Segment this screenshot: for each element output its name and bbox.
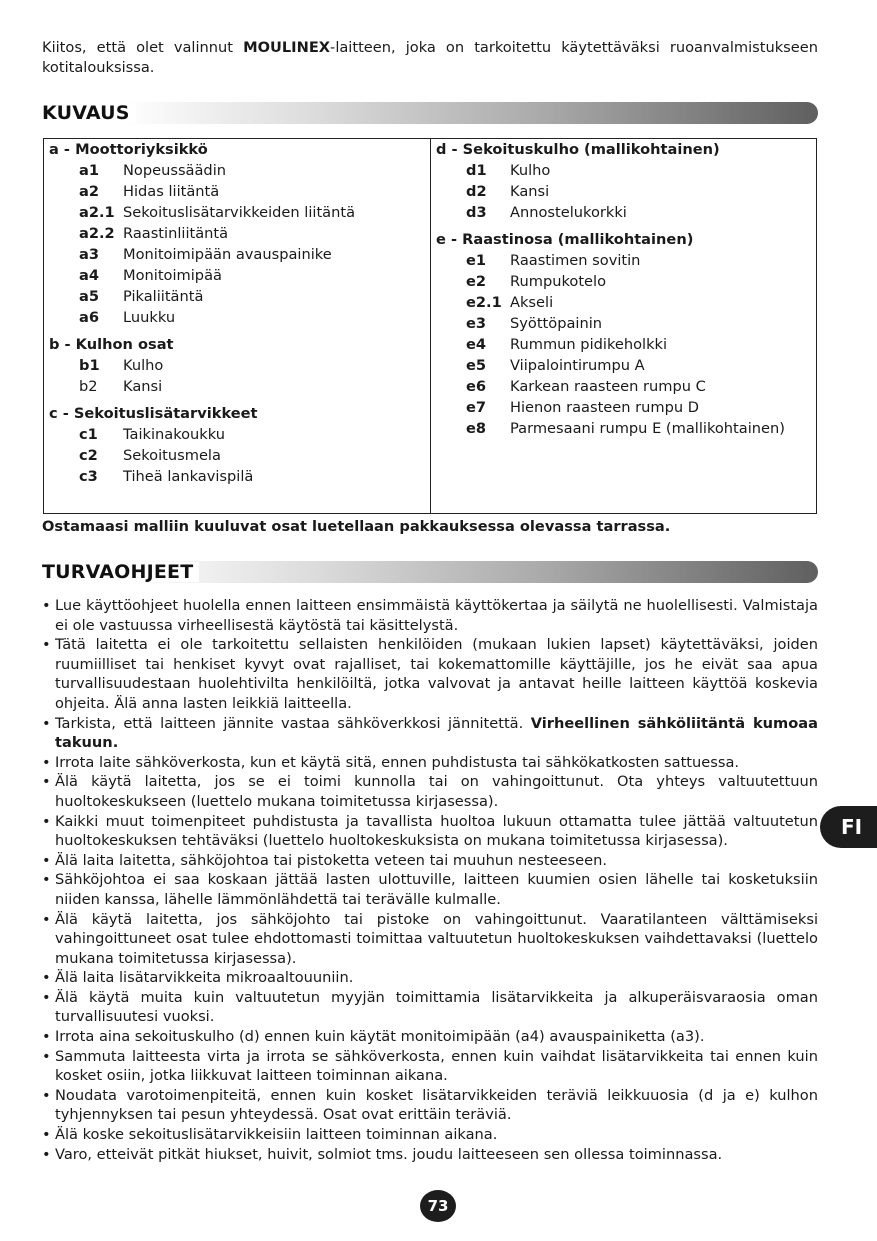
part-label: Hidas liitäntä: [123, 183, 220, 200]
part-item: [44, 224, 430, 245]
turvaohjeet-title: TURVAOHJEET: [42, 562, 199, 582]
part-item: [431, 377, 816, 398]
bullet-point: •: [42, 1145, 51, 1163]
safety-text: Sähköjohtoa ei saa koskaan jättää lasten ulottuville, laitteen kuumien osien lähelle tai kosketuksiin niiden kanssa, lähelle lämmönlähdettä tai terävälle kulmalle.: [55, 871, 818, 908]
kuvaus-title: KUVAUS: [42, 103, 136, 123]
parts-note: Ostamaasi malliin kuuluvat osat luetellaan pakkauksessa olevassa tarrassa.: [42, 518, 671, 535]
part-code: e6: [466, 378, 487, 395]
part-code: a1: [79, 162, 100, 179]
bullet-point: •: [42, 851, 51, 869]
part-label: Nopeussäädin: [123, 162, 226, 179]
bullet-point: •: [42, 1086, 51, 1104]
safety-text: Irrota laite sähköverkosta, kun et käytä sitä, ennen puhdistusta tai sähkökatkosten sattuessa.: [55, 753, 740, 771]
part-label: Kansi: [123, 378, 163, 395]
safety-item: [42, 988, 818, 1027]
safety-text: Sammuta laitteesta virta ja irrota se sähköverkosta, ennen kuin vaihdat lisätarvikkeita tai ennen kuin kosket osiin, jotka liikkuvat laitteen toiminnan aikana.: [55, 1047, 818, 1085]
bullet-point: •: [42, 597, 51, 614]
brand-name: MOULINEX: [243, 39, 331, 56]
safety-text: Varo, etteivät pitkät hiukset, huivit, solmiot tms. joudu laitteeseen sen ollessa toiminnassa.: [55, 1145, 723, 1163]
part-code: a2.2: [79, 225, 115, 242]
part-code: b2: [79, 378, 98, 395]
part-item: [431, 314, 816, 335]
group-title: a - Moottoriyksikkö: [49, 141, 208, 158]
part-label: Sekoituslisätarvikkeiden liitäntä: [123, 204, 356, 221]
part-label: Parmesaani rumpu E (mallikohtainen): [510, 420, 785, 437]
bullet-point: •: [42, 1047, 51, 1065]
part-code: e2.1: [466, 294, 502, 311]
safety-text-bold: Virheellinen sähköliitäntä kumoaa takuun.: [55, 714, 818, 752]
part-item: [44, 446, 430, 467]
part-item: [44, 377, 430, 398]
part-label: Rummun pidikeholkki: [510, 336, 668, 353]
part-label: Akseli: [510, 294, 554, 311]
bullet-point: •: [42, 812, 51, 830]
part-label: Monitoimipää: [123, 267, 222, 284]
bullet-point: •: [42, 910, 51, 928]
part-label: Hienon raasteen rumpu D: [510, 399, 699, 416]
part-item: [44, 161, 430, 182]
part-item: [44, 203, 430, 224]
safety-item: [42, 1047, 818, 1086]
bullet-point: •: [42, 871, 51, 889]
safety-text: Tätä laitetta ei ole tarkoitettu sellaisten henkilöiden (mukaan lukien lapset) käytettäväksi, joiden ruumiilliset tai henkiset kyvyt ovat rajalliset, tai kokemattomille käyttäjille, jos he eivät saa apua turvallisuudestaan huolehtivilta henkilöiltä, jotka valvovat ja antavat heille laitteen käyttöä koskevia ohjeita. Älä anna lasten leikkiä laitteella.: [55, 636, 818, 712]
part-item: [431, 203, 816, 224]
part-code: e5: [466, 357, 487, 374]
part-item: [431, 293, 816, 314]
kuvaus-heading: [42, 101, 818, 125]
part-label: Taikinakoukku: [123, 426, 226, 443]
safety-text: Älä koske sekoituslisätarvikkeisiin laitteen toiminnan aikana.: [55, 1126, 498, 1144]
part-code: d3: [466, 204, 487, 221]
part-code: d2: [466, 183, 487, 200]
bullet-point: •: [42, 714, 51, 732]
part-label: Kansi: [510, 183, 550, 200]
part-label: Karkean raasteen rumpu C: [510, 378, 706, 395]
safety-text: Lue käyttöohjeet huolella ennen laitteen ensimmäistä käyttökertaa ja säilytä ne huolellisesti. Valmistaja ei ole vastuussa virheellisestä käytöstä tai käsittelystä.: [55, 597, 818, 634]
turvaohjeet-heading: [42, 560, 818, 584]
part-code: e3: [466, 315, 487, 332]
part-code: c2: [79, 447, 98, 464]
part-item: [431, 356, 816, 377]
part-label: Annostelukorkki: [510, 204, 627, 221]
safety-item: [42, 851, 818, 871]
intro-paragraph: [42, 38, 818, 78]
part-code: b1: [79, 357, 100, 374]
part-code: e7: [466, 399, 487, 416]
part-code: e1: [466, 252, 487, 269]
parts-column-left: [44, 139, 431, 513]
part-label: Viipalointirumpu A: [510, 357, 645, 374]
part-item: [431, 251, 816, 272]
safety-text: Älä laita laitetta, sähköjohtoa tai pistoketta veteen tai muuhun nesteeseen.: [55, 851, 607, 869]
part-label: Pikaliitäntä: [123, 288, 204, 305]
safety-text: Älä käytä laitetta, jos sähköjohto tai pistoke on vahingoittunut. Vaaratilanteen välttämiseksi vahingoittuneet osat tulee ehdottomasti toimittaa valtuutetun huoltokeskuksen vaihdettavaksi (luettelo mukana toimitetussa kirjasessa).: [55, 910, 818, 967]
language-tab: FI: [820, 806, 877, 848]
safety-item: [42, 870, 818, 909]
parts-column-right: [431, 139, 816, 513]
bullet-point: •: [42, 969, 51, 987]
part-code: a6: [79, 309, 100, 326]
safety-item: [42, 968, 818, 988]
safety-text: Irrota aina sekoituskulho (d) ennen kuin käytät monitoimipään (a4) avauspainiketta (a3).: [55, 1028, 705, 1046]
part-item: [431, 161, 816, 182]
part-code: d1: [466, 162, 487, 179]
part-item: [44, 245, 430, 266]
part-label: Syöttöpainin: [510, 315, 603, 332]
safety-text: Tarkista, että laitteen jännite vastaa sähköverkkosi jännitettä.: [55, 714, 531, 732]
part-item: [44, 425, 430, 446]
safety-item: [42, 753, 818, 773]
part-item: [44, 308, 430, 329]
part-code: a5: [79, 288, 100, 305]
part-item: [431, 182, 816, 203]
safety-item: [42, 1027, 818, 1047]
bullet-point: •: [42, 753, 51, 771]
safety-list: [42, 596, 818, 1164]
bullet-point: •: [42, 988, 51, 1006]
part-label: Kulho: [510, 162, 551, 179]
bullet-point: •: [42, 1028, 51, 1046]
safety-item: [42, 714, 818, 753]
group-title: c - Sekoituslisätarvikkeet: [49, 405, 258, 422]
intro-text-before: Kiitos, että olet valinnut: [42, 39, 244, 56]
part-code: a4: [79, 267, 100, 284]
group-title: e - Raastinosa (mallikohtainen): [436, 231, 694, 248]
part-label: Tiheä lankavispilä: [123, 468, 254, 485]
safety-item: [42, 1145, 818, 1165]
heading-gradient-bar: [42, 102, 818, 124]
part-item: [44, 287, 430, 308]
page-number: 73: [420, 1190, 456, 1222]
part-item: [44, 266, 430, 287]
safety-text: Kaikki muut toimenpiteet puhdistusta ja tavallista huoltoa lukuun ottamatta tulee jättää valtuutetun huoltokeskuksen tehtäväksi (luettelo huoltokeskuksista on mukana toimitetussa kirjasessa).: [55, 812, 818, 850]
safety-item: [42, 1086, 818, 1125]
safety-item: [42, 812, 818, 851]
safety-text: Älä laita lisätarvikkeita mikroaaltouuniin.: [55, 969, 354, 987]
intro-text-after: -laitteen, joka on tarkoitettu käytettäväksi ruoanvalmistukseen kotitalouksissa.: [42, 39, 818, 76]
safety-item: [42, 772, 818, 811]
part-item: [431, 398, 816, 419]
safety-text: Älä käytä laitetta, jos se ei toimi kunnolla tai on vahingoittunut. Ota yhteys valtuutettuun huoltokeskukseen (luettelo mukana toimitetussa kirjasessa).: [55, 773, 818, 810]
part-label: Raastimen sovitin: [510, 252, 641, 269]
part-label: Sekoitusmela: [123, 447, 221, 464]
part-code: a2.1: [79, 204, 115, 221]
group-title: b - Kulhon osat: [49, 336, 174, 353]
parts-table: [43, 138, 817, 514]
bullet-point: •: [42, 636, 51, 654]
part-item: [44, 182, 430, 203]
part-item: [431, 419, 816, 440]
part-code: e4: [466, 336, 487, 353]
part-label: Monitoimipään avauspainike: [123, 246, 332, 263]
part-code: a3: [79, 246, 100, 263]
bullet-point: •: [42, 1126, 51, 1144]
part-code: a2: [79, 183, 100, 200]
safety-item: [42, 635, 818, 713]
part-code: c3: [79, 468, 98, 485]
part-item: [44, 356, 430, 377]
safety-text: Noudata varotoimenpiteitä, ennen kuin kosket lisätarvikkeiden teräviä leikkuuosia (d ja e) kulhon tyhjennyksen tai pesun yhteydessä. Osat ovat erittäin teräviä.: [55, 1086, 818, 1124]
part-item: [431, 272, 816, 293]
part-label: Rumpukotelo: [510, 273, 607, 290]
safety-item: [42, 596, 818, 635]
bullet-point: •: [42, 773, 51, 791]
part-label: Luukku: [123, 309, 176, 326]
safety-item: [42, 1125, 818, 1145]
part-label: Kulho: [123, 357, 164, 374]
group-title: d - Sekoituskulho (mallikohtainen): [436, 141, 720, 158]
part-item: [431, 335, 816, 356]
safety-item: [42, 910, 818, 969]
part-code: e2: [466, 273, 487, 290]
part-item: [44, 467, 430, 488]
safety-text: Älä käytä muita kuin valtuutetun myyjän toimittamia lisätarvikkeita ja alkuperäisvaraosia oman turvallisuutesi vuoksi.: [55, 988, 818, 1026]
part-code: e8: [466, 420, 487, 437]
part-label: Raastinliitäntä: [123, 225, 229, 242]
part-code: c1: [79, 426, 98, 443]
